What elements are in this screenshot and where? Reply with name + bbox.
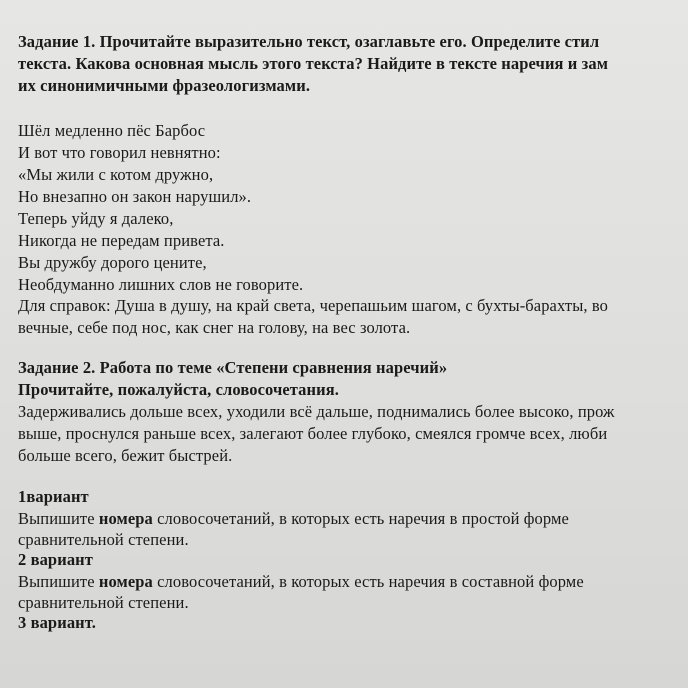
poem-line: «Мы жили с котом дружно,: [18, 165, 214, 184]
variant-2-instruction: [18, 572, 584, 592]
poem-line: Никогда не передам привета.: [18, 231, 225, 250]
variant-1-instruction: [18, 509, 569, 529]
phrases-line-1: Задерживались дольше всех, уходили всё дальше, поднимались более высоко, прож: [18, 402, 615, 421]
variant-1-text-a: Выпишите: [18, 509, 99, 528]
variant-3-title: 3 вариант.: [18, 613, 96, 632]
task1-heading-line-1: Задание 1. Прочитайте выразительно текст, озаглавьте его. Определите стил: [18, 32, 600, 51]
reference-line-2: вечные, себе под нос, как снег на голову, на вес золота.: [18, 318, 411, 337]
poem-line: Но внезапно он закон нарушил».: [18, 187, 252, 206]
poem-line: Теперь уйду я далеко,: [18, 209, 174, 228]
phrases-line-3: больше всего, бежит быстрей.: [18, 446, 233, 465]
variant-2-bold-word: номера: [98, 572, 153, 591]
poem-line: Шёл медленно пёс Барбос: [18, 121, 206, 140]
variant-2-text-a: Выпишите: [18, 572, 99, 591]
variant-1-text-b: словосочетаний, в которых есть наречия в простой форме: [152, 509, 569, 528]
phrases-line-2: выше, проснулся раньше всех, залегают более глубоко, смеялся громче всех, люби: [18, 424, 608, 443]
variant-2-text-b: словосочетаний, в которых есть наречия в составной форме: [152, 572, 584, 591]
variant-2-title: 2 вариант: [18, 550, 93, 569]
variant-1-bold-word: номера: [98, 509, 153, 528]
reference-line-1: Для справок: Душа в душу, на край света, черепашьим шагом, с бухты-барахты, во: [18, 296, 608, 315]
task1-heading-line-2: текста. Какова основная мысль этого текста? Найдите в тексте наречия и зам: [18, 54, 609, 73]
variant-2-instruction-cont: сравнительной степени.: [18, 593, 189, 612]
poem-line: Необдуманно лишних слов не говорите.: [18, 275, 304, 294]
poem-line: Вы дружбу дорого цените,: [18, 253, 207, 272]
task1-heading-line-3: их синонимичными фразеологизмами.: [18, 76, 311, 95]
variant-1-title: 1вариант: [18, 487, 89, 506]
poem-line: И вот что говорил невнятно:: [18, 143, 221, 162]
variant-1-instruction-cont: сравнительной степени.: [18, 530, 189, 549]
task2-heading: Задание 2. Работа по теме «Степени сравнения наречий»: [18, 358, 448, 377]
task2-subheading: Прочитайте, пожалуйста, словосочетания.: [18, 380, 340, 399]
